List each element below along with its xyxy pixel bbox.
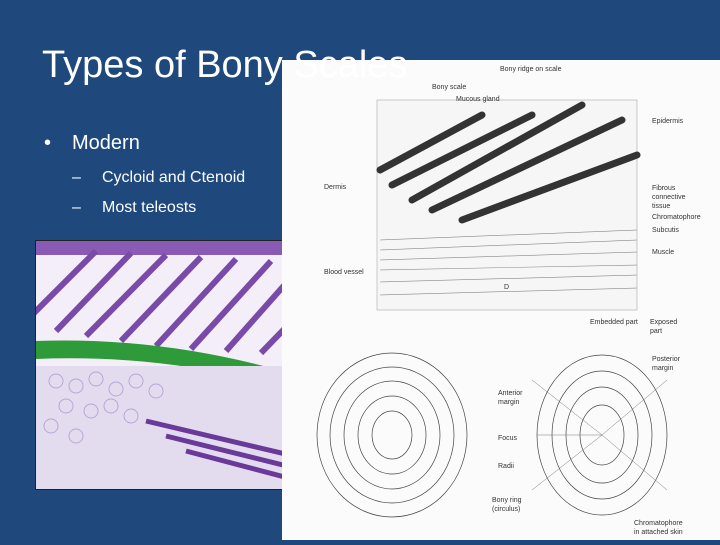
label-epidermis: Epidermis <box>652 118 684 125</box>
bullet-list <box>44 132 245 223</box>
label-posterior: Posterior <box>652 356 681 363</box>
label-radii: Radii <box>498 463 514 470</box>
label-focus: Focus <box>498 435 518 442</box>
label-fibrous: Fibrous <box>652 185 676 192</box>
subbullet-item <box>72 163 245 193</box>
label-dermis: Dermis <box>324 184 347 191</box>
subbullet-text: Most teleosts <box>102 199 197 216</box>
label-anterior-margin: margin <box>498 399 520 406</box>
label-bony-ring: Bony ring <box>492 497 522 504</box>
label-attached-skin: in attached skin <box>634 529 683 536</box>
label-subcutis: Subcutis <box>652 227 679 234</box>
subbullet-list <box>72 163 245 223</box>
label-circulus: (circulus) <box>492 506 521 513</box>
micrograph-image <box>36 241 315 489</box>
slide-title: Types of Bony Scales <box>42 44 408 86</box>
subbullet-item <box>72 193 245 223</box>
label-anterior: Anterior <box>498 390 523 397</box>
scale-diagram <box>282 60 720 540</box>
subbullet-dash-icon: – <box>72 169 81 186</box>
label-muscle: Muscle <box>652 249 675 256</box>
label-connective: connective <box>652 194 686 201</box>
label-bony-ridge: Bony ridge on scale <box>500 66 562 73</box>
subbullet-dash-icon: – <box>72 199 81 216</box>
label-panel-d: D <box>504 284 510 291</box>
label-exposed: Exposed <box>650 319 678 326</box>
label-blood-vessel: Blood vessel <box>324 269 364 276</box>
label-mucous-gland: Mucous gland <box>456 96 500 103</box>
histology-micrograph <box>35 240 316 490</box>
subbullet-text: Cycloid and Ctenoid <box>102 169 246 186</box>
bullet-text: Modern <box>72 132 140 154</box>
bullet-item <box>44 132 245 155</box>
label-tissue: tissue <box>652 203 671 210</box>
label-chromatophore: Chromatophore <box>652 214 701 221</box>
label-bony-scale: Bony scale <box>432 84 467 91</box>
label-embedded-part: Embedded part <box>590 319 638 326</box>
label-posterior-margin: margin <box>652 365 674 372</box>
label-chromatophore-skin: Chromatophore <box>634 520 683 527</box>
bullet-dot-icon: • <box>44 132 52 154</box>
label-part: part <box>650 328 663 335</box>
